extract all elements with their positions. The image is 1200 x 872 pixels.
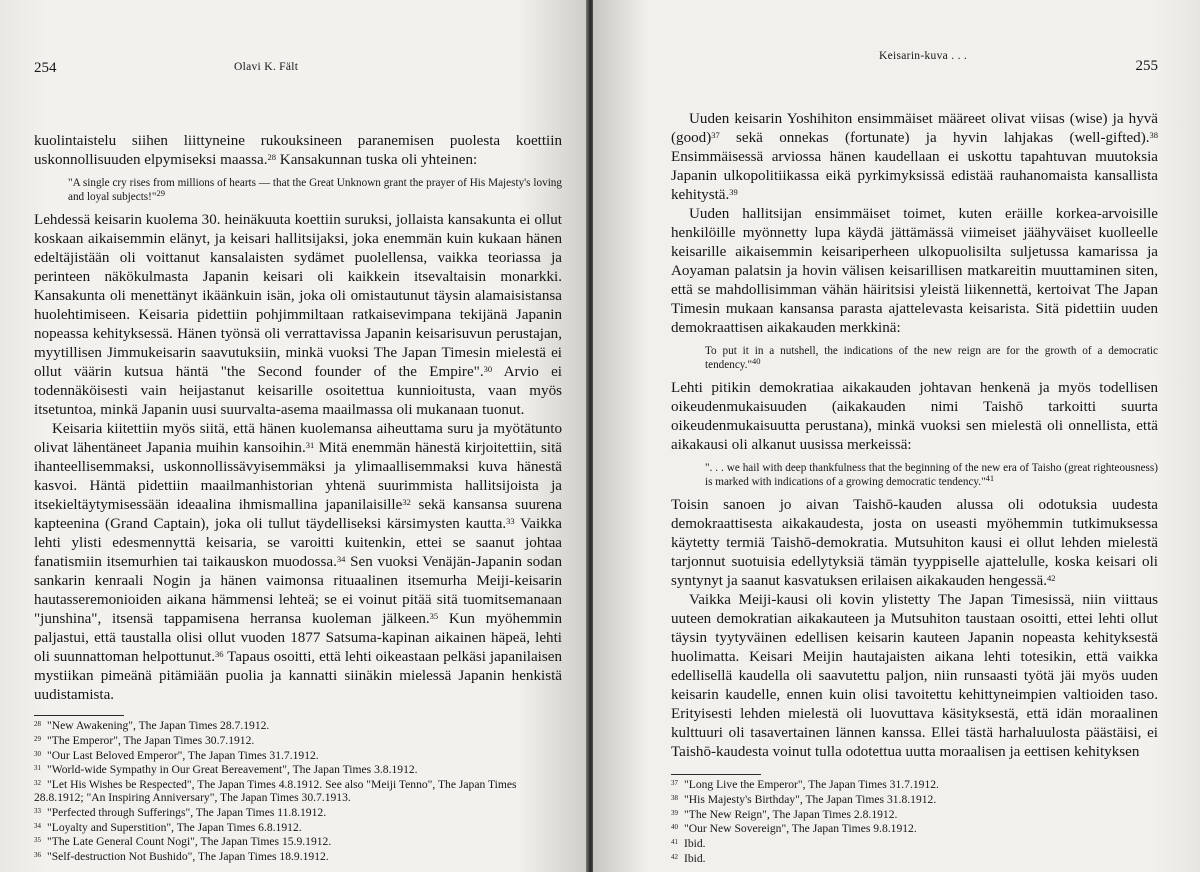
paragraph [34,132,562,170]
footnote [671,777,1158,792]
footnote-ref: 40 [752,356,761,366]
footnote-mark: 41 [671,838,678,847]
left-running-title: Olavi K. Fält [234,61,299,73]
paragraph-text: "A single cry rises from millions of hearts — that the Great Unknown grant the prayer of His Majesty's loving and loyal subjects!" [68,177,562,203]
left-footnotes [34,718,562,864]
footnote [34,733,562,748]
footnote-ref: 34 [336,554,346,564]
footnote-text: "The Emperor", The Japan Times 30.7.1912. [47,733,255,747]
footnote-ref: 38 [1149,130,1158,140]
paragraph [671,205,1158,338]
footnote-ref: 37 [711,130,720,140]
footnote-mark: 29 [34,734,41,743]
footnote-text: "Perfected through Sufferings", The Japan Times 11.8.1912. [47,805,327,819]
left-footnote-rule [34,715,124,716]
footnote-mark: 40 [671,823,678,832]
paragraph-text: Kun myöhemmin paljastui, että taustalla olisi ollut vuoden 1877 Satsuma-kapinan aikainen häpeä, lehti oli suunnattoman helpottunut. [34,611,563,665]
footnote-mark: 42 [671,852,678,861]
paragraph-text: Vaikka Meiji-kausi oli kovin ylistetty The Japan Timesissä, niin viittaus uuteen demokratian aikakauteen ja Mutsuhiton taustaan osoitti, ettei lehti ollut täysin tyytyväinen edellisen keisarin kauteen Japanin nopeasta kehityksestä huolimatta. Keisari Meijin hautajaisten aikana lehti totesikin, että vaikka edellisellä kaudella oli saavutettu paljon, niin runsaasti työtä jäi myös uuden keisarin kaudelle, ennen kuin olisi tavoitettu kehittyneimpien valtioiden taso. Erityisesti lehden mielestä oli luovuttava käsityksestä, että idän moraalinen kulttuuri oli tasavertainen lännen kanssa. Ellei tästä harhaluulosta päästäisi, ei Taishō-kaudesta voinut tulla odotettua uutta moraalisen ja eettisen kehityksen [671,592,1158,760]
footnote-mark: 28 [34,720,41,728]
footnote-text: Ibid. [684,837,706,851]
footnote [34,762,562,777]
footnote-ref: 32 [402,497,411,507]
paragraph [671,379,1158,455]
footnote-mark: 35 [34,836,41,845]
paragraph [671,110,1158,205]
footnote-mark: 37 [671,779,678,787]
block-quote [705,344,1158,372]
footnote-text: "World-wide Sympathy in Our Great Bereavement", The Japan Times 3.8.1912. [47,763,418,777]
paragraph-text: Toisin sanoen jo aivan Taishō-kauden alussa oli odotuksia uudesta demokraattisesta aikakaudesta, josta on useasti myöhemmin tutkimuksessa käytetty termiä Taishō-demokratia. Mutsuhiton kausi ei ollut lehden mielestä tarjonnut suotuisia edellytyksiä tämän tyyppiselle ajattelulle, koska keisari oli syntynyt ja saanut kasvatuksen erilaisen aikakauden hengessä. [671,497,1158,589]
footnote [671,851,1158,866]
paragraph-text: Lehti pitikin demokratiaa aikakauden johtavan henkenä ja myös todellisen oikeudenmukaisuuden (aikakauden nimi Taishō tarkoitti suurta oikeudenmukaisuutta perustana), minkä vuoksi sen mielestä oli onnellista, että aikakausi oli alkanut uusissa merkeissä: [671,380,1158,453]
footnote-text: "Our New Sovereign", The Japan Times 9.8.1912. [684,822,917,836]
footnote-ref: 35 [429,611,439,621]
paragraph-text: Sen vuoksi Venäjän-Japanin sodan sankarin kenraali Nogin ja hänen vaimonsa rituaalinen itsemurha Meiji-keisarin hautasseremonioiden aikana hämmensi lehteä; se ei voinut pitää sitä tuomitsemanaan "junshina", itsensä tappamisena herransa kuoleman jälkeen. [34,554,562,627]
footnote-text: "Our Last Beloved Emperor", The Japan Times 31.7.1912. [47,748,319,762]
paragraph-text: sekä onnekas (fortunate) ja hyvin lahjakas (well-gifted). [719,130,1150,146]
footnote-text: "Self-destruction Not Bushido", The Japan Times 18.9.1912. [47,850,329,864]
footnote [671,821,1158,836]
footnote [34,718,562,733]
footnote-ref: 33 [506,516,515,526]
footnote [34,777,562,805]
footnote [671,792,1158,807]
right-running-head [671,30,1158,74]
footnote-text: "Long Live the Emperor", The Japan Times 31.7.1912. [684,778,939,791]
paragraph-text: Uuden hallitsijan ensimmäiset toimet, kuten eräille korkea-arvoisille henkilöille myönnetty lupa käydä jättämässä viimeiset jäähyväiset kuolleelle keisarille aikaisemmin keisariperheen ulkopuolisilta suljetussa kamarissa ja Aoyaman palatsin ja hovin välisen keisarillisen matkareitin muuttaminen siten, että se mahdollisimman vähän häiritsisi yleistä liikennettä, kertoivat The Japan Timesin mukaan kansansa parasta ajattelevasta keisarista. Sitä pidettiin uuden demokraattisen aikakauden merkkinä: [671,206,1158,336]
footnote [34,834,562,849]
footnote-text: "Let His Wishes be Respected", The Japan Times 4.8.1912. See also "Meiji Tenno", The Japan Times 28.8.1912; "An Inspiring Anniversary", The Japan Times 30.7.1913. [34,778,517,804]
paragraph-text: Uuden keisarin Yoshihiton ensimmäiset määreet olivat viisas (wise) ja hyvä (good) [671,111,1158,146]
footnote-ref: 31 [305,440,315,450]
block-quote [68,176,562,204]
paragraph-text: Tapaus osoitti, että lehti oikeastaan pelkäsi japanilaisen mystiikan pimeänä pitämiään puolia ja kannatti siinäkin mielessä Japanin henkistä uudistamista. [34,649,562,703]
right-footnote-rule [671,774,761,775]
right-body-text [671,110,1158,762]
footnote-ref: 28 [267,152,277,162]
paragraph-text: Lehdessä keisarin kuolema 30. heinäkuuta koettiin suruksi, jollaista kansakunta ei ollut koskaan aikaisemmin elänyt, ja keisari hallitsijaksi, joka enemmän kuin kukaan hänen edeltäjistään oli voittanut kansalaisten sydämet puolellensa, vaikka teoriassa ja perinteen näkökulmasta Japanin keisari oli kaikkein itsevaltaisin monarkki. Kansakunta oli menettänyt ikäänkuin isän, joka oli omistautunut täysin alamaisistansa huolehtimiseen. Keisaria pidettiin pohjimmiltaan ratkaisevimpana tekijänä Japanin nopeassa kehityksessä. Hänen työnsä oli verrattavissa Japanin keisarisuvun perustajan, myytillisen Jimmukeisarin saavutuksiin, minkä vuoksi The Japan Timesin mielestä ei ollut väärin kutsua häntä "the Second founder of the Empire". [34,212,562,380]
footnote-mark: 34 [34,821,41,830]
right-page-number: 255 [1135,58,1158,74]
paragraph-text: Mitä enemmän hänestä kirjoitettiin, sitä ihanteellisemmaksi, uskonnollissävyisemmäksi ja ylimaallisemmaksi kuva hänestä kasvoi. Häntä pidettiin maailmanhistorian yhtenä suurimmista hallitsijoista ja itsekieltäytymisessään ideaalina ihmismallina japanilaisille [34,440,562,513]
footnote-ref: 39 [729,187,738,197]
paragraph-text: To put it in a nutshell, the indications of the new reign are for the growth of a democratic tendency." [705,345,1158,371]
paragraph-text: kuolintaistelu siihen liittyneine rukouksineen paranemisen puolesta koettiin uskonnollisuuden elpymiseksi maassa. [34,133,562,168]
footnote-text: "The Late General Count Nogi", The Japan Times 15.9.1912. [47,835,332,849]
paragraph [34,420,562,705]
block-quote [705,461,1158,489]
footnote-ref: 36 [215,649,224,659]
footnote-text: "The New Reign", The Japan Times 2.8.1912. [684,807,898,821]
footnote [34,820,562,835]
footnote-mark: 36 [34,851,41,860]
footnote-mark: 38 [671,793,678,802]
footnote-mark: 33 [34,806,41,815]
paragraph [671,496,1158,591]
footnote [671,807,1158,822]
paragraph-text: Keisaria kiitettiin myös siitä, että hänen kuolemansa aiheuttama suru ja myötätunto olivat lähentäneet Japania muihin kansoihin. [34,421,562,456]
footnote-ref: 30 [483,364,493,374]
footnote-mark: 39 [671,808,678,817]
footnote [34,849,562,864]
footnote-text: "New Awakening", The Japan Times 28.7.1912. [47,719,270,732]
footnote-mark: 31 [34,764,41,773]
right-footnotes [671,777,1158,866]
footnote-text: "His Majesty's Birthday", The Japan Times 31.8.1912. [684,792,937,806]
paragraph-text: Kansakunnan tuska oli yhteinen: [276,152,478,168]
paragraph [34,211,562,420]
footnote-ref: 41 [985,473,995,483]
footnote-text: "Loyalty and Superstition", The Japan Times 6.8.1912. [47,820,302,834]
right-page [593,0,1200,872]
left-page-number: 254 [34,60,57,76]
footnote-mark: 30 [34,749,41,758]
paragraph-text: Vaikka lehti ylisti edesmennyttä keisaria, se varoitti kuitenkin, ettei se saanut johtaa fanatismiin itsemurhien tai taikauskon muodossa. [34,516,562,570]
footnote [34,748,562,763]
left-page [0,0,588,872]
paragraph-text: Arvio ei todennäköisesti vain heijastanut keisarille osoitettua kunnioitusta, vaan myös itsetuntoa, minkä Japanin uusi suurvalta-asema maailmassa oli mukanaan tuonut. [34,364,562,418]
footnote-ref: 42 [1046,573,1056,583]
right-running-title: Keisarin-kuva . . . [879,50,968,62]
paragraph [671,591,1158,762]
footnote-ref: 29 [156,188,165,198]
footnote [671,836,1158,851]
paragraph-text: sekä kansansa suurena kapteenina (Grand Captain), joka oli tullut täydelliseksi kärsimysten kautta. [34,497,562,532]
left-body-text [34,132,562,705]
paragraph-text: ". . . we hail with deep thankfulness that the beginning of the new era of Taisho (great righteousness) is marked with indications of a growing democratic tendency." [705,462,1158,488]
left-running-head [34,30,562,74]
footnote-text: Ibid. [684,851,706,865]
footnote [34,805,562,820]
footnote-mark: 32 [34,779,41,788]
paragraph-text: Ensimmäisessä arviossa hänen kaudellaan ei uskottu tapahtuvan muutoksia Japanin ulkopolitiikassa eikä pyrkimyksissä edistää rauhanomaista kansallista kehitystä. [671,149,1158,203]
